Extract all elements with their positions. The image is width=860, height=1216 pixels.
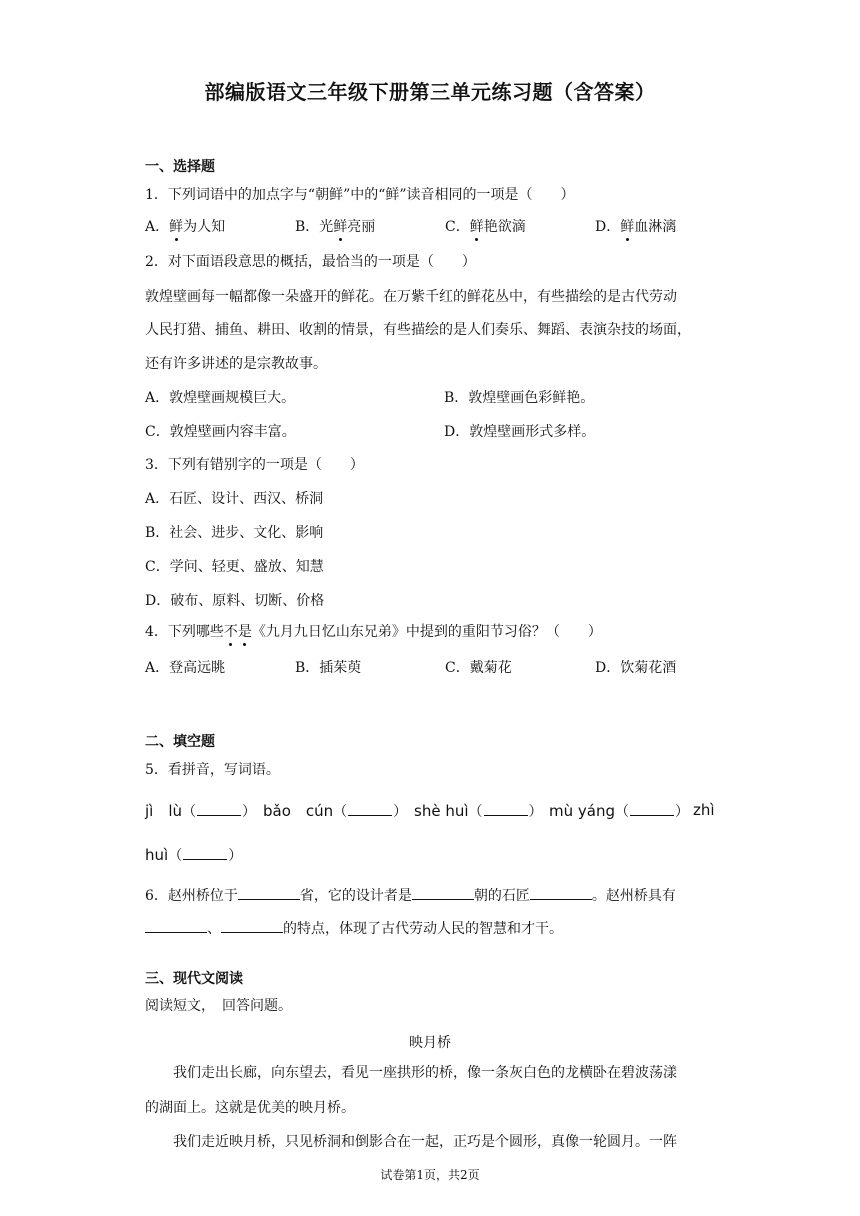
page-footer: 试卷第1页，共2页 <box>380 1168 480 1182</box>
question-3-stem: 3．下列有错别字的一项是（ ） <box>145 457 364 473</box>
q4-option-c: C．戴菊花 <box>445 660 512 676</box>
q1-option-c: C．鲜艳欲滴 <box>445 219 526 235</box>
answer-blank[interactable] <box>630 801 674 816</box>
q1-option-a: A．鲜为人知 <box>145 219 226 235</box>
passage-line: 的湖面上。这就是优美的映月桥。 <box>145 1100 355 1116</box>
q3-option-b: B．社会、进步、文化、影响 <box>145 525 324 541</box>
passage-line: 我们走近映月桥，只见桥洞和倒影合在一起，正巧是个圆形，真像一轮圆月。一阵 <box>173 1134 677 1150</box>
question-6-line-1: 6．赵州桥位于 省，它的设计者是 朝的石匠 。赵州桥具有 <box>145 885 676 905</box>
q3-option-a: A．石匠、设计、西汉、桥洞 <box>145 491 324 507</box>
answer-blank[interactable] <box>238 885 300 900</box>
q3-option-d: D．破布、原料、切断、价格 <box>145 593 325 609</box>
question-1-stem: 1．下列词语中的加点字与“朝鲜”中的“鲜”读音相同的一项是（ ） <box>145 187 575 203</box>
emphasis-dot-char: 鲜 <box>169 219 184 235</box>
pinyin-item: huì（ ） <box>145 846 243 864</box>
answer-blank[interactable] <box>530 885 592 900</box>
answer-blank[interactable] <box>145 918 207 933</box>
passage-line: 我们走出长廊，向东望去，看见一座拱形的桥，像一条灰白色的龙横卧在碧波荡漾 <box>173 1065 677 1081</box>
q2-paragraph-line: 还有许多讲述的是宗教故事。 <box>145 356 327 372</box>
q2-option-c: C．敦煌壁画内容丰富。 <box>145 424 296 440</box>
passage-title: 映月桥 <box>409 1035 451 1051</box>
section-heading-choice: 一、选择题 <box>145 159 215 175</box>
answer-blank[interactable] <box>197 801 241 816</box>
emphasis-dot-char: 不 <box>223 624 238 640</box>
question-6-line-2: 、 的特点，体现了古代劳动人民的智慧和才干。 <box>145 918 563 938</box>
q2-option-d: D．敦煌壁画形式多样。 <box>444 424 596 440</box>
answer-blank[interactable] <box>484 801 528 816</box>
pinyin-item: zhì <box>693 801 715 819</box>
question-4-stem: 4．下列哪些不是《九月九日忆山东兄弟》中提到的重阳节习俗？（ ） <box>145 624 602 640</box>
question-2-stem: 2．对下面语段意思的概括，最恰当的一项是（ ） <box>145 254 476 270</box>
emphasis-dot-char: 鲜 <box>333 219 348 235</box>
q1-option-b: B．光鲜亮丽 <box>295 219 376 235</box>
pinyin-item: bǎo cún（ ） <box>263 802 408 820</box>
q1-option-d: D．鲜血淋漓 <box>595 219 677 235</box>
emphasis-dot-char: 是 <box>237 624 252 640</box>
emphasis-dot-char: 鲜 <box>620 219 635 235</box>
answer-blank[interactable] <box>183 845 227 860</box>
page-title: 部编版语文三年级下册第三单元练习题（含答案） <box>204 80 656 104</box>
answer-blank[interactable] <box>221 918 283 933</box>
answer-blank[interactable] <box>412 885 474 900</box>
q3-option-c: C．学问、轻更、盛放、知慧 <box>145 559 324 575</box>
pinyin-item: shè huì（ ） <box>414 802 543 820</box>
reading-instruction: 阅读短文， 回答问题。 <box>145 998 292 1014</box>
q2-paragraph-line: 敦煌壁画每一幅都像一朵盛开的鲜花。在万紫千红的鲜花丛中，有些描绘的是古代劳动 <box>145 289 677 305</box>
section-heading-reading: 三、现代文阅读 <box>145 971 243 987</box>
section-heading-fill: 二、填空题 <box>145 734 215 750</box>
q2-option-b: B．敦煌壁画色彩鲜艳。 <box>444 390 595 406</box>
q2-option-a: A．敦煌壁画规模巨大。 <box>145 390 296 406</box>
q2-paragraph-line: 人民打猎、捕鱼、耕田、收割的情景，有些描绘的是人们奏乐、舞蹈、表演杂技的场面， <box>145 322 691 338</box>
answer-blank[interactable] <box>348 801 392 816</box>
pinyin-item: mù yáng（ ） <box>549 802 689 820</box>
question-5-stem: 5．看拼音，写词语。 <box>145 762 280 778</box>
pinyin-item: jì lù（ ） <box>145 802 257 820</box>
emphasis-dot-char: 鲜 <box>469 219 484 235</box>
q4-option-a: A．登高远眺 <box>145 660 226 676</box>
q4-option-d: D．饮菊花酒 <box>595 660 677 676</box>
q4-option-b: B．插茱萸 <box>295 660 362 676</box>
